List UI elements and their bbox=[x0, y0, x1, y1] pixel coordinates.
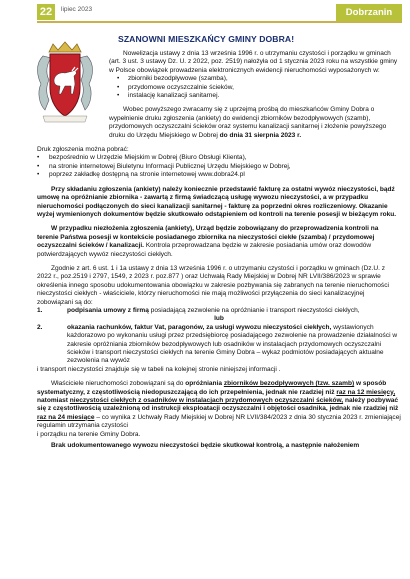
page-number: 22 bbox=[37, 4, 55, 20]
bullet-icon: • bbox=[117, 92, 120, 100]
bullet-icon: • bbox=[117, 83, 120, 91]
issue-date: lipiec 2023 bbox=[61, 6, 93, 13]
or-word: lub bbox=[214, 315, 224, 323]
list-note: i transport nieczystości znajduje się w tabeli na kolejnej stronie niniejszej informacji . bbox=[37, 365, 281, 373]
list-item: • bezpośrednio w Urzędzie Miejskim w Dobrej (Biuro Obsługi Klienta), bbox=[37, 154, 247, 162]
invoice-paragraph: Przy składaniu zgłoszenia (ankiety) należy koniecznie przedstawić fakturę za ostatni wywóz nieczystości, bądź umowę na opróżnianie zbiornika - zawartą z firmą świadczącą usługę wywozu nieczystości, a w przypadku nieruchomości podłączonych do sieci kanalizacji sanitarnej - fakturę za poprzedni okres rozliczeniowy. Okazanie wyżej wymienionych dokumentów będzie skutkowało odstąpieniem od kontroli na terenie posesji w bieżącym roku. bbox=[37, 185, 397, 218]
bullet-icon: • bbox=[37, 171, 40, 179]
deadline-text: do dnia 31 sierpnia 2023 r. bbox=[219, 131, 302, 139]
header-divider bbox=[37, 21, 402, 23]
list-item: • zbiorniki bezodpływowe (szamba), bbox=[117, 75, 228, 83]
list-item: • na stronie internetowej Biuletynu Informacji Publicznej Urzędu Miejskiego w Dobrej, bbox=[37, 162, 291, 170]
submit-heading: Druk zgłoszenia można pobrać: bbox=[37, 146, 129, 154]
obligations-paragraph-end: i porządku na terenie Gminy Dobra. bbox=[37, 430, 141, 438]
list-item: 2. okazania rachunków, faktur Vat, paragonów, za usługi wywozu nieczystości ciekłych, wystawionych każdorazowo po wykonaniu usługi przez przedsiębiorcę posiadającego zezwolenie na prowadzenie działalności w zakresie opróżniania zbiorników bezodpływowych lub osadników w instalacjach przydomowych oczyszczalni ścieków i transport nieczystości ciekłych na terenie Gminy Dobra – wykaz podmiotów posiadających aktualne zezwolenia na wywóz bbox=[37, 323, 398, 365]
article-body bbox=[37, 50, 401, 450]
list-item: • instalację kanalizacji sanitarnej. bbox=[117, 92, 220, 100]
article-title: SZANOWNI MIESZKAŃCY GMINY DOBRA! bbox=[118, 34, 295, 44]
intro-paragraph: Nowelizacja ustawy z dnia 13 września 1996 r. o utrzymaniu czystości i porządku w gminach (art. 3 ust. 3 ustawy Dz. U. z 2022, poz. 2519) nałożyła od 1 stycznia 2023 roku na wszystkie gminy w Polsce obowiązek prowadzenia elektronicznych ewidencji nieruchomości wyposażonych w: bbox=[109, 50, 398, 74]
bullet-icon: • bbox=[117, 75, 120, 83]
list-item: • poprzez zakładkę dostępną na stronie internetowej www.dobra24.pl bbox=[37, 171, 245, 179]
page-header bbox=[0, 0, 410, 22]
list-item: • przydomowe oczyszczalnie ścieków, bbox=[117, 83, 234, 91]
obligations-paragraph: Właściciele nieruchomości zobowiązani są do opróżniania zbiorników bezodpływowych (tzw. szamb) w sposób systematyczny, z częstotliwością niedopuszczającą do ich przepełnienia, jednak nie rzadziej niż raz na 12 miesięcy, natomiast nieczystości ciekłych z osadników w instalacjach przydomowych oczyszczalni ścieków, należy pozbywać się z częstotliwością uzależnioną od instrukcji eksploatacji oczyszczalni i objętości osadnika, jednak nie rzadziej niż raz na 24 miesiące – co wynika z Uchwały Rady Miejskiej w Dobrej NR LVII/384/2023 z dnia 30 stycznia 2023 r. zmieniającej regulamin utrzymania czystości bbox=[37, 380, 401, 430]
list-item: 1. podpisania umowy z firmą posiadającą zezwolenie na opróżnianie i transport nieczystości ciekłych, bbox=[37, 306, 360, 314]
newspaper-brand: Dobrzanin bbox=[336, 4, 402, 21]
control-paragraph: W przypadku niezłożenia zgłoszenia (ankiety), Urząd będzie zobowiązany do przeprowadzenia kontroli na terenie Państwa posesji w kontekście posiadanego zbiornika na nieczystości ciekłe (szamba) / przydomowej oczyszczalni ścieków / kanalizacji. Kontrola przeprowadzana będzie w zakresie posiadania umów oraz dowodów potwierdzających wywóz nieczystości ciekłych. bbox=[37, 225, 379, 258]
last-line: Brak udokumentowanego wywozu nieczystości będzie skutkował kontrolą, a następnie nałożeniem bbox=[51, 442, 360, 450]
law-paragraph: Zgodnie z art. 6 ust. 1 i 1a ustawy z dnia 13 września 1996 r. o utrzymaniu czystości i porządku w gminach (Dz.U. z 2022 r., poz.2519 i 2797, 1549, z 2023 r. poz.877 ) oraz Uchwałą Rady Miejskiej w Dobrej NR LVII/386/2023 w sprawie określenia innego sposobu udokumentowania obowiązku w zakresie pozbywania się zabranych na terenie nieruchomości nieczystości ciekłych - właściciele, którzy nieruchomości nie mają możliwości przyłączenia do sieci kanalizacyjnej zobowiązani są do: bbox=[37, 264, 389, 306]
bullet-icon: • bbox=[37, 162, 40, 170]
request-paragraph: Wobec powyższego zwracamy się z uprzejmą prośbą do mieszkańców Gminy Dobra o wypełnienie druku zgłoszenia (ankiety) do ewidencji zbiorników bezodpływowych (szamb), przydomowych oczyszczalni ścieków oraz systemu kanalizacji sanitarnej i złożenie powyższego druku do Urzędu Miejskiego w Dobrej do dnia 31 sierpnia 2023 r. bbox=[109, 106, 387, 139]
bullet-icon: • bbox=[37, 154, 40, 162]
